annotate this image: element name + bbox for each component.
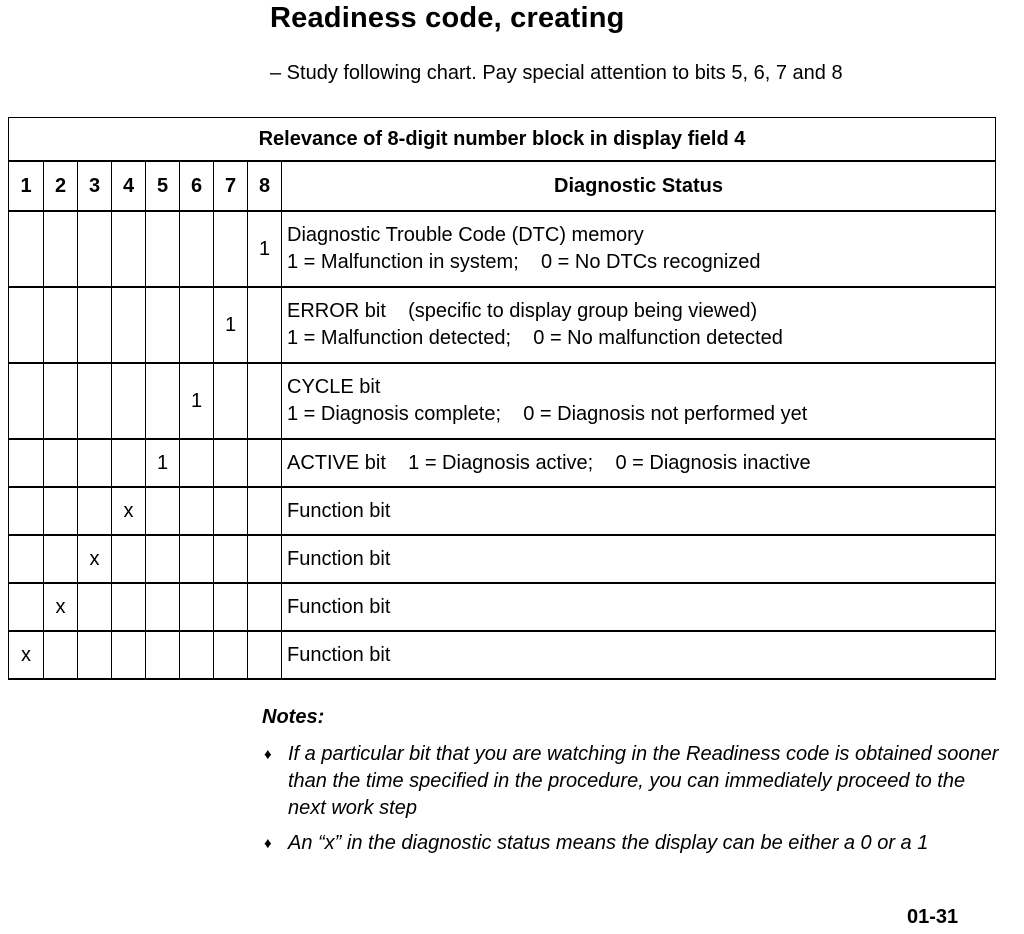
bit-cell: 1 <box>146 439 180 487</box>
status-description <box>282 439 996 487</box>
bit-cell <box>214 487 248 535</box>
status-line: Function bit <box>287 643 391 666</box>
notes-section <box>262 706 1002 865</box>
table-row <box>9 487 996 535</box>
bit-header: 2 <box>44 161 78 211</box>
bit-cell <box>44 439 78 487</box>
table-row <box>9 439 996 487</box>
bit-header: 7 <box>214 161 248 211</box>
bit-cell <box>248 631 282 679</box>
bit-cell <box>9 211 44 287</box>
instruction-text: – Study following chart. Pay special attention to bits 5, 6, 7 and 8 <box>270 62 843 84</box>
bit-header: 4 <box>112 161 146 211</box>
status-line: Function bit <box>287 547 391 570</box>
bit-cell <box>78 631 112 679</box>
bit-cell <box>214 535 248 583</box>
bit-cell <box>146 287 180 363</box>
bit-cell <box>214 363 248 439</box>
table-header-row <box>9 161 996 211</box>
bit-cell <box>78 211 112 287</box>
bit-header: 3 <box>78 161 112 211</box>
bit-cell: 1 <box>248 211 282 287</box>
bit-cell <box>9 583 44 631</box>
bit-cell <box>78 487 112 535</box>
bit-cell <box>44 631 78 679</box>
note-item <box>262 830 1002 857</box>
bit-header: 5 <box>146 161 180 211</box>
bit-cell <box>146 211 180 287</box>
bit-cell <box>180 487 214 535</box>
bit-cell <box>112 535 146 583</box>
bit-cell <box>146 583 180 631</box>
note-item <box>262 741 1002 822</box>
status-line: ERROR bit (specific to display group being viewed) <box>287 300 758 322</box>
bit-cell <box>146 535 180 583</box>
bit-cell <box>44 363 78 439</box>
bit-cell <box>248 439 282 487</box>
bit-cell <box>112 287 146 363</box>
bit-cell <box>9 535 44 583</box>
table-row <box>9 363 996 439</box>
bit-header: 8 <box>248 161 282 211</box>
bit-header: 1 <box>9 161 44 211</box>
bit-cell <box>112 211 146 287</box>
bit-cell <box>112 583 146 631</box>
status-description <box>282 631 996 679</box>
bit-cell <box>112 631 146 679</box>
bit-cell <box>44 487 78 535</box>
bit-cell <box>180 535 214 583</box>
bit-cell: x <box>9 631 44 679</box>
status-header: Diagnostic Status <box>282 161 996 211</box>
bit-cell <box>180 439 214 487</box>
bit-cell <box>180 631 214 679</box>
status-line: 1 = Malfunction in system; 0 = No DTCs recognized <box>287 251 761 273</box>
bit-cell <box>78 287 112 363</box>
bit-cell <box>214 631 248 679</box>
note-text: If a particular bit that you are watching in the Readiness code is obtained sooner than the time specified in the procedure, you can immediately proceed to the next work step <box>288 743 999 819</box>
bit-cell <box>78 363 112 439</box>
bit-cell <box>248 487 282 535</box>
status-description <box>282 363 996 439</box>
status-description <box>282 287 996 363</box>
bit-cell: x <box>78 535 112 583</box>
bit-cell <box>214 439 248 487</box>
bit-cell <box>112 439 146 487</box>
status-line: Function bit <box>287 595 391 618</box>
bit-cell <box>9 487 44 535</box>
bit-cell <box>44 535 78 583</box>
bit-cell <box>9 439 44 487</box>
bit-cell <box>180 287 214 363</box>
status-line: 1 = Diagnosis complete; 0 = Diagnosis not performed yet <box>287 403 808 425</box>
table-row <box>9 287 996 363</box>
bit-cell <box>248 363 282 439</box>
bit-cell <box>146 363 180 439</box>
bit-cell: x <box>112 487 146 535</box>
status-line: CYCLE bit <box>287 376 381 398</box>
bit-cell <box>9 363 44 439</box>
page-number: 01-31 <box>907 906 959 928</box>
bit-header: 6 <box>180 161 214 211</box>
table-caption: Relevance of 8-digit number block in display field 4 <box>9 118 996 162</box>
bit-cell <box>248 535 282 583</box>
bit-cell <box>180 211 214 287</box>
bit-cell <box>180 583 214 631</box>
bit-cell <box>9 287 44 363</box>
status-description <box>282 487 996 535</box>
diamond-bullet-icon: ♦ <box>264 835 272 852</box>
bit-cell <box>78 439 112 487</box>
readiness-code-table <box>8 117 996 680</box>
status-line: Function bit <box>287 499 391 522</box>
bit-cell <box>146 631 180 679</box>
table-row <box>9 211 996 287</box>
notes-heading: Notes: <box>262 706 325 728</box>
table-row <box>9 631 996 679</box>
bit-cell: 1 <box>180 363 214 439</box>
bit-cell: 1 <box>214 287 248 363</box>
bit-cell <box>248 583 282 631</box>
status-line: 1 = Malfunction detected; 0 = No malfunction detected <box>287 327 783 349</box>
bit-cell <box>146 487 180 535</box>
bit-cell <box>214 583 248 631</box>
table-row <box>9 535 996 583</box>
bit-cell <box>44 211 78 287</box>
page-title: Readiness code, creating <box>270 2 625 34</box>
bit-cell <box>78 583 112 631</box>
status-description <box>282 583 996 631</box>
table-row <box>9 583 996 631</box>
bit-cell <box>112 363 146 439</box>
note-text: An “x” in the diagnostic status means the display can be either a 0 or a 1 <box>288 832 929 854</box>
status-description <box>282 211 996 287</box>
bit-cell <box>44 287 78 363</box>
bit-cell <box>214 211 248 287</box>
diamond-bullet-icon: ♦ <box>264 746 272 763</box>
status-line: Diagnostic Trouble Code (DTC) memory <box>287 224 644 246</box>
status-line: ACTIVE bit 1 = Diagnosis active; 0 = Diagnosis inactive <box>287 451 811 474</box>
status-description <box>282 535 996 583</box>
bit-cell: x <box>44 583 78 631</box>
bit-cell <box>248 287 282 363</box>
